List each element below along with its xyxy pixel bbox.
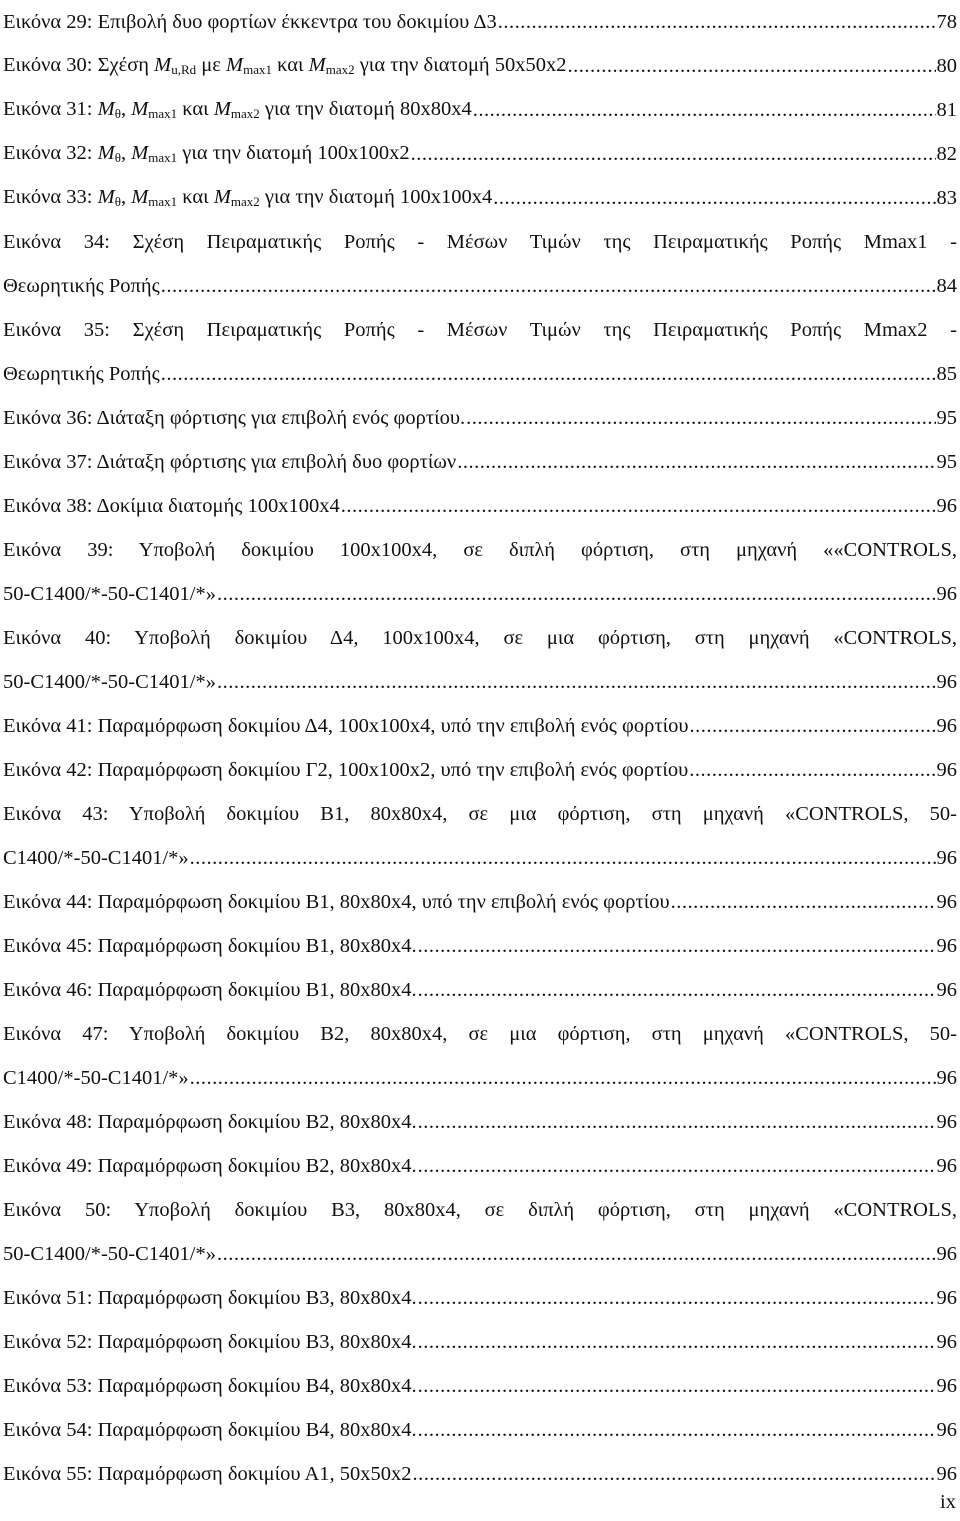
toc-entry[interactable] bbox=[3, 1144, 957, 1188]
dot-leader bbox=[689, 759, 935, 782]
dot-leader bbox=[466, 407, 935, 430]
dot-leader bbox=[217, 583, 936, 606]
toc-entry-title: Εικόνα 33: $M_\theta$, $M_{max1}$ και $M_{max2}$ για την διατομή 100x100x4 bbox=[3, 186, 493, 209]
toc-entry-title: Εικόνα 30: Σχέση $M_{u,Rd}$ με $M_{max1}$ και $M_{max2}$ για την διατομή 50x50x2 bbox=[3, 54, 567, 77]
toc-entry-title-line: Εικόνα 43: Υποβολή δοκιμίου Β1, 80x80x4, σε μια φόρτιση, στη μηχανή «CONTROLS, 50- bbox=[3, 803, 957, 825]
toc-entry-row bbox=[3, 968, 957, 1012]
toc-page-number: 96 bbox=[936, 670, 957, 693]
toc-page-number: 96 bbox=[936, 1242, 957, 1265]
toc-entry-title-line: Εικόνα 47: Υποβολή δοκιμίου Β2, 80x80x4, σε μια φόρτιση, στη μηχανή «CONTROLS, 50- bbox=[3, 1023, 957, 1045]
toc-page-number: 96 bbox=[936, 1374, 957, 1397]
toc-entry[interactable] bbox=[3, 176, 957, 220]
toc-entry[interactable] bbox=[3, 396, 957, 440]
toc-entry-title: Εικόνα 29: Επιβολή δυο φορτίων έκκεντρα του δοκιμίου Δ3 bbox=[3, 10, 497, 33]
toc-page-number: 96 bbox=[936, 1462, 957, 1485]
toc-entry[interactable] bbox=[3, 220, 957, 308]
toc-entry[interactable] bbox=[3, 1408, 957, 1452]
toc-entry-row bbox=[3, 1232, 957, 1276]
toc-entry-row bbox=[3, 880, 957, 924]
toc-entry-row bbox=[3, 660, 957, 704]
math-symbol: $M_{u,Rd}$ bbox=[154, 54, 197, 77]
toc-page-number: 95 bbox=[936, 406, 957, 429]
toc-entry[interactable] bbox=[3, 44, 957, 88]
dot-leader bbox=[418, 1331, 936, 1354]
dot-leader bbox=[418, 979, 936, 1002]
toc-page-number: 96 bbox=[936, 890, 957, 913]
toc-entry-row bbox=[3, 352, 957, 396]
toc-entry[interactable] bbox=[3, 748, 957, 792]
dot-leader bbox=[457, 451, 935, 474]
toc-entry[interactable] bbox=[3, 132, 957, 176]
toc-page-number: 96 bbox=[936, 978, 957, 1001]
toc-entry-row bbox=[3, 44, 957, 88]
toc-entry-title: Εικόνα 31: $M_\theta$, $M_{max1}$ και $M_{max2}$ για την διατομή 80x80x4 bbox=[3, 98, 472, 121]
toc-page-number: 82 bbox=[936, 142, 957, 165]
toc-entry-title: C1400/*-50-C1401/*» bbox=[3, 846, 189, 869]
toc-page-number: 85 bbox=[936, 362, 957, 385]
math-symbol: $M_{max1}$ bbox=[226, 54, 272, 77]
toc-entry[interactable] bbox=[3, 484, 957, 528]
dot-leader bbox=[411, 143, 936, 166]
toc-entry-row bbox=[3, 1364, 957, 1408]
math-symbol: $M_\theta$ bbox=[97, 186, 121, 209]
dot-leader bbox=[190, 847, 936, 870]
toc-entry[interactable] bbox=[3, 1188, 957, 1276]
toc-entry[interactable] bbox=[3, 616, 957, 704]
toc-entry-title-line: Εικόνα 39: Υποβολή δοκιμίου 100x100x4, σε διπλή φόρτιση, στη μηχανή ««CONTROLS, bbox=[3, 539, 957, 561]
toc-entry-row bbox=[3, 836, 957, 880]
toc-entry-title: Εικόνα 49: Παραμόρφωση δοκιμίου Β2, 80x80x4. bbox=[3, 1154, 417, 1177]
toc-entry[interactable] bbox=[3, 528, 957, 616]
dot-leader bbox=[161, 363, 936, 386]
toc-entry-title: Εικόνα 55: Παραμόρφωση δοκιμίου Α1, 50x50x2 bbox=[3, 1462, 412, 1485]
toc-entry[interactable] bbox=[3, 1320, 957, 1364]
toc-page-number: 96 bbox=[936, 582, 957, 605]
math-symbol: $M_\theta$ bbox=[97, 98, 121, 121]
toc-page-number: 96 bbox=[936, 846, 957, 869]
math-symbol: $M_{max2}$ bbox=[213, 98, 260, 121]
toc-entry-row bbox=[3, 572, 957, 616]
toc-entry[interactable] bbox=[3, 880, 957, 924]
dot-leader bbox=[493, 187, 935, 210]
toc-entry[interactable] bbox=[3, 1364, 957, 1408]
toc-entry-title: Εικόνα 53: Παραμόρφωση δοκιμίου Β4, 80x80x4. bbox=[3, 1374, 417, 1397]
toc-page-number: 96 bbox=[936, 714, 957, 737]
toc-entry-row bbox=[3, 1408, 957, 1452]
toc-entry[interactable] bbox=[3, 0, 957, 44]
math-symbol: $M_\theta$ bbox=[97, 142, 121, 165]
toc-page-number: 95 bbox=[936, 450, 957, 473]
toc-entry-title: Εικόνα 38: Δοκίμια διατομής 100x100x4 bbox=[3, 494, 340, 517]
toc-page-number: 96 bbox=[936, 758, 957, 781]
toc-entry-title-line: Εικόνα 50: Υποβολή δοκιμίου Β3, 80x80x4, σε διπλή φόρτιση, στη μηχανή «CONTROLS, bbox=[3, 1199, 957, 1221]
toc-page-number: 81 bbox=[936, 98, 957, 121]
toc-entry-row bbox=[3, 1100, 957, 1144]
dot-leader bbox=[690, 715, 936, 738]
toc-page-number: 96 bbox=[936, 1110, 957, 1133]
toc-entry[interactable] bbox=[3, 704, 957, 748]
toc-page-number: 96 bbox=[936, 1330, 957, 1353]
toc-entry[interactable] bbox=[3, 1100, 957, 1144]
list-of-figures bbox=[3, 0, 957, 1496]
toc-entry[interactable] bbox=[3, 968, 957, 1012]
toc-entry[interactable] bbox=[3, 88, 957, 132]
toc-entry-title: Εικόνα 54: Παραμόρφωση δοκιμίου Β4, 80x80x4. bbox=[3, 1418, 417, 1441]
toc-entry-row bbox=[3, 176, 957, 220]
dot-leader bbox=[413, 1463, 936, 1486]
page-number: ix bbox=[940, 1491, 956, 1513]
toc-entry-title: 50-C1400/*-50-C1401/*» bbox=[3, 582, 216, 605]
toc-entry-title: Εικόνα 42: Παραμόρφωση δοκιμίου Γ2, 100x100x2, υπό την επιβολή ενός φορτίου bbox=[3, 758, 689, 781]
dot-leader bbox=[498, 11, 936, 34]
toc-entry[interactable] bbox=[3, 1276, 957, 1320]
dot-leader bbox=[568, 55, 936, 78]
toc-entry-title: Θεωρητικής Ροπής bbox=[3, 362, 160, 385]
toc-page-number: 80 bbox=[936, 54, 957, 77]
toc-entry-row bbox=[3, 440, 957, 484]
toc-entry-row bbox=[3, 0, 957, 44]
toc-entry-title: Εικόνα 44: Παραμόρφωση δοκιμίου Β1, 80x80x4, υπό την επιβολή ενός φορτίου bbox=[3, 890, 670, 913]
toc-entry-row bbox=[3, 1144, 957, 1188]
toc-entry-row bbox=[3, 748, 957, 792]
toc-page-number: 84 bbox=[936, 274, 957, 297]
math-symbol: $M_{max1}$ bbox=[131, 98, 178, 121]
toc-entry-row bbox=[3, 1276, 957, 1320]
toc-entry-row bbox=[3, 132, 957, 176]
toc-entry-title: C1400/*-50-C1401/*» bbox=[3, 1066, 189, 1089]
toc-entry-row bbox=[3, 484, 957, 528]
dot-leader bbox=[217, 671, 936, 694]
toc-entry-title-line: Εικόνα 34: Σχέση Πειραματικής Ροπής - Μέσων Τιμών της Πειραματικής Ροπής Mmax1 - bbox=[3, 231, 957, 253]
dot-leader bbox=[418, 935, 936, 958]
dot-leader bbox=[418, 1375, 936, 1398]
toc-entry[interactable] bbox=[3, 924, 957, 968]
toc-entry-row bbox=[3, 924, 957, 968]
toc-entry[interactable] bbox=[3, 440, 957, 484]
toc-entry[interactable] bbox=[3, 1012, 957, 1100]
toc-entry-row bbox=[3, 264, 957, 308]
toc-entry-title: Εικόνα 46: Παραμόρφωση δοκιμίου Β1, 80x80x4. bbox=[3, 978, 417, 1001]
toc-entry-title: 50-C1400/*-50-C1401/*» bbox=[3, 670, 216, 693]
dot-leader bbox=[161, 275, 936, 298]
toc-page-number: 83 bbox=[936, 186, 957, 209]
toc-page-number: 96 bbox=[936, 934, 957, 957]
math-symbol: $M_{max2}$ bbox=[213, 186, 260, 209]
dot-leader bbox=[341, 495, 936, 518]
dot-leader bbox=[418, 1419, 936, 1442]
dot-leader bbox=[418, 1287, 936, 1310]
toc-page-number: 78 bbox=[936, 10, 957, 33]
dot-leader bbox=[190, 1067, 936, 1090]
toc-page-number: 96 bbox=[936, 1066, 957, 1089]
toc-entry-row bbox=[3, 704, 957, 748]
toc-entry-title: Εικόνα 37: Διάταξη φόρτισης για επιβολή δυο φορτίων bbox=[3, 450, 457, 473]
toc-entry-title: Εικόνα 48: Παραμόρφωση δοκιμίου Β2, 80x80x4. bbox=[3, 1110, 417, 1133]
toc-entry-title: Θεωρητικής Ροπής bbox=[3, 274, 160, 297]
dot-leader bbox=[473, 99, 936, 122]
math-symbol: $M_{max2}$ bbox=[308, 54, 355, 77]
dot-leader bbox=[418, 1155, 936, 1178]
dot-leader bbox=[217, 1243, 936, 1266]
toc-page-number: 96 bbox=[936, 1154, 957, 1177]
toc-entry-title: Εικόνα 51: Παραμόρφωση δοκιμίου Β3, 80x80x4. bbox=[3, 1286, 417, 1309]
toc-page-number: 96 bbox=[936, 494, 957, 517]
toc-entry-title-line: Εικόνα 40: Υποβολή δοκιμίου Δ4, 100x100x4, σε μια φόρτιση, στη μηχανή «CONTROLS, bbox=[3, 627, 957, 649]
toc-entry-row bbox=[3, 88, 957, 132]
toc-entry-row bbox=[3, 1452, 957, 1496]
toc-entry-row bbox=[3, 1320, 957, 1364]
dot-leader bbox=[418, 1111, 936, 1134]
toc-entry[interactable] bbox=[3, 792, 957, 880]
dot-leader bbox=[671, 891, 936, 914]
toc-entry-row bbox=[3, 1056, 957, 1100]
toc-entry-title-line: Εικόνα 35: Σχέση Πειραματικής Ροπής - Μέσων Τιμών της Πειραματικής Ροπής Mmax2 - bbox=[3, 319, 957, 341]
toc-entry-title: Εικόνα 41: Παραμόρφωση δοκιμίου Δ4, 100x100x4, υπό την επιβολή ενός φορτίου bbox=[3, 714, 689, 737]
toc-page-number: 96 bbox=[936, 1286, 957, 1309]
toc-page-number: 96 bbox=[936, 1418, 957, 1441]
toc-entry-title: Εικόνα 45: Παραμόρφωση δοκιμίου Β1, 80x80x4. bbox=[3, 934, 417, 957]
toc-entry[interactable] bbox=[3, 308, 957, 396]
toc-entry-title: Εικόνα 52: Παραμόρφωση δοκιμίου Β3, 80x80x4. bbox=[3, 1330, 417, 1353]
toc-entry[interactable] bbox=[3, 1452, 957, 1496]
math-symbol: $M_{max1}$ bbox=[131, 142, 178, 165]
toc-entry-row bbox=[3, 396, 957, 440]
toc-entry-title: Εικόνα 32: $M_\theta$, $M_{max1}$ για την διατομή 100x100x2 bbox=[3, 142, 410, 165]
toc-entry-title: Εικόνα 36: Διάταξη φόρτισης για επιβολή ενός φορτίου. bbox=[3, 406, 466, 429]
math-symbol: $M_{max1}$ bbox=[131, 186, 178, 209]
toc-entry-title: 50-C1400/*-50-C1401/*» bbox=[3, 1242, 216, 1265]
